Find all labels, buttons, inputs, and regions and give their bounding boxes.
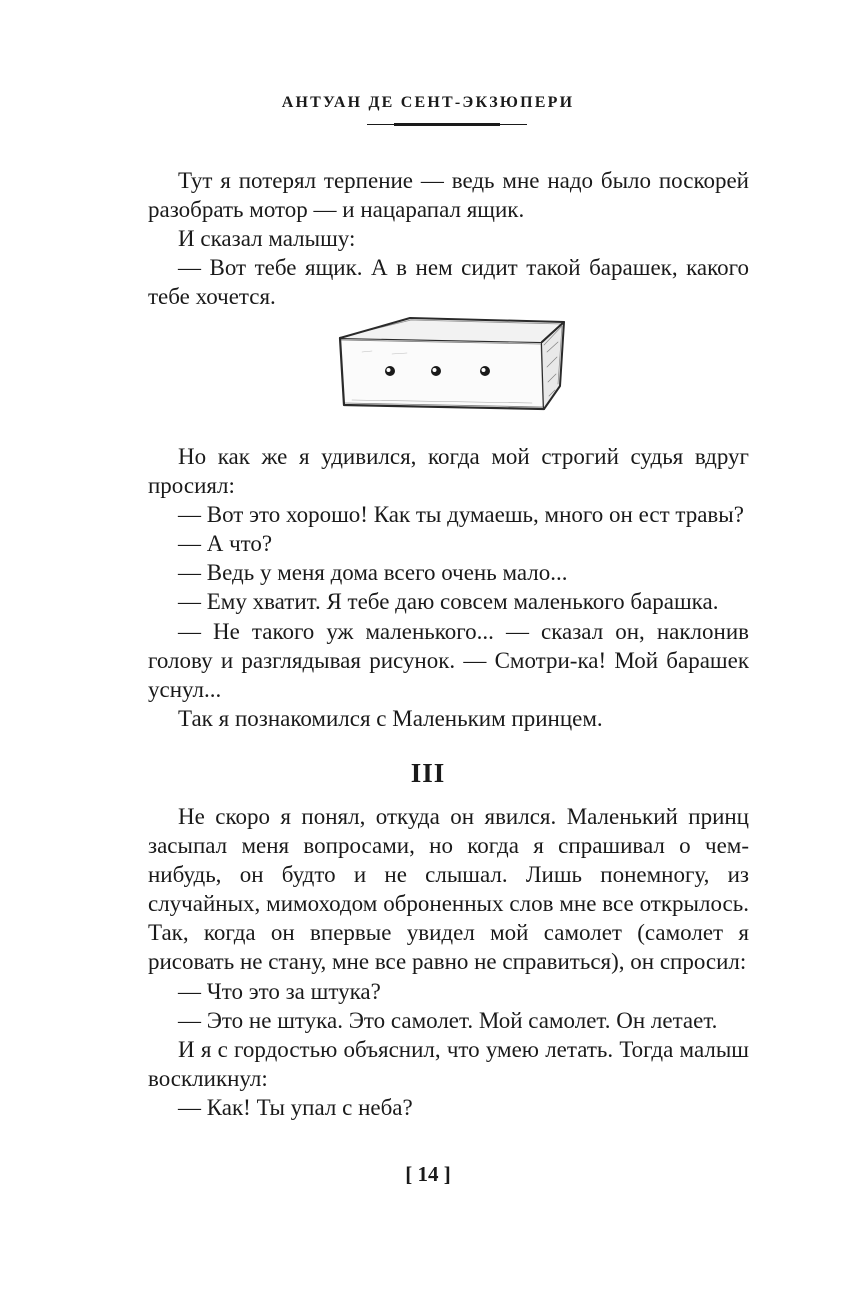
- paragraph: — Ведь у меня дома всего очень мало...: [178, 560, 568, 586]
- text-section-1: [148, 166, 749, 311]
- paragraph: Так я познакомился с Маленьким принцем.: [178, 705, 603, 731]
- paragraph: — Вот тебе ящик. А в нем сидит такой барашек, какого тебе хочется.: [148, 255, 749, 310]
- paragraph: — А что?: [178, 531, 273, 557]
- paragraph: — Не такого уж маленького... — сказал он, наклонив голову и разглядывая рисунок. — Смотри-ка! Мой барашек уснул...: [148, 618, 749, 702]
- paragraph: И я с гордостью объяснил, что умею летать. Тогда малыш воскликнул:: [148, 1036, 749, 1091]
- chapter-heading: III: [410, 758, 446, 788]
- box-drawing-illustration: [332, 312, 572, 417]
- paragraph: Но как же я удивился, когда мой строгий судья вдруг просиял:: [148, 444, 749, 499]
- paragraph: И сказал малышу:: [178, 226, 356, 252]
- paragraph: — Вот это хорошо! Как ты думаешь, много он ест травы?: [178, 502, 744, 528]
- header-rule-accent: [394, 123, 500, 126]
- paragraph: — Ему хватит. Я тебе даю совсем маленького барашка.: [178, 589, 719, 615]
- paragraph: Тут я потерял терпение — ведь мне надо было поскорей разобрать мотор — и нацарапал ящик.: [148, 168, 749, 223]
- page-number: [ 14 ]: [405, 1162, 451, 1186]
- paragraph: — Как! Ты упал с неба?: [178, 1094, 413, 1120]
- paragraph: Не скоро я понял, откуда он явился. Маленький принц засыпал меня вопросами, но когда я спрашивал о чем-нибудь, он будто и не слышал. Лишь понемногу, из случайных, мимоходом оброненных слов мне все открылось. Так, когда он впервые увидел мой самолет (самолет я рисовать не стану, мне все равно не справиться), он спросил:: [148, 804, 749, 975]
- paragraph: — Это не штука. Это самолет. Мой самолет. Он летает.: [178, 1007, 718, 1033]
- text-section-3: [148, 802, 749, 1122]
- running-title: АНТУАН ДЕ СЕНТ-ЭКЗЮПЕРИ: [281, 94, 575, 111]
- text-section-2: [148, 442, 749, 733]
- paragraph: — Что это за штука?: [178, 978, 381, 1004]
